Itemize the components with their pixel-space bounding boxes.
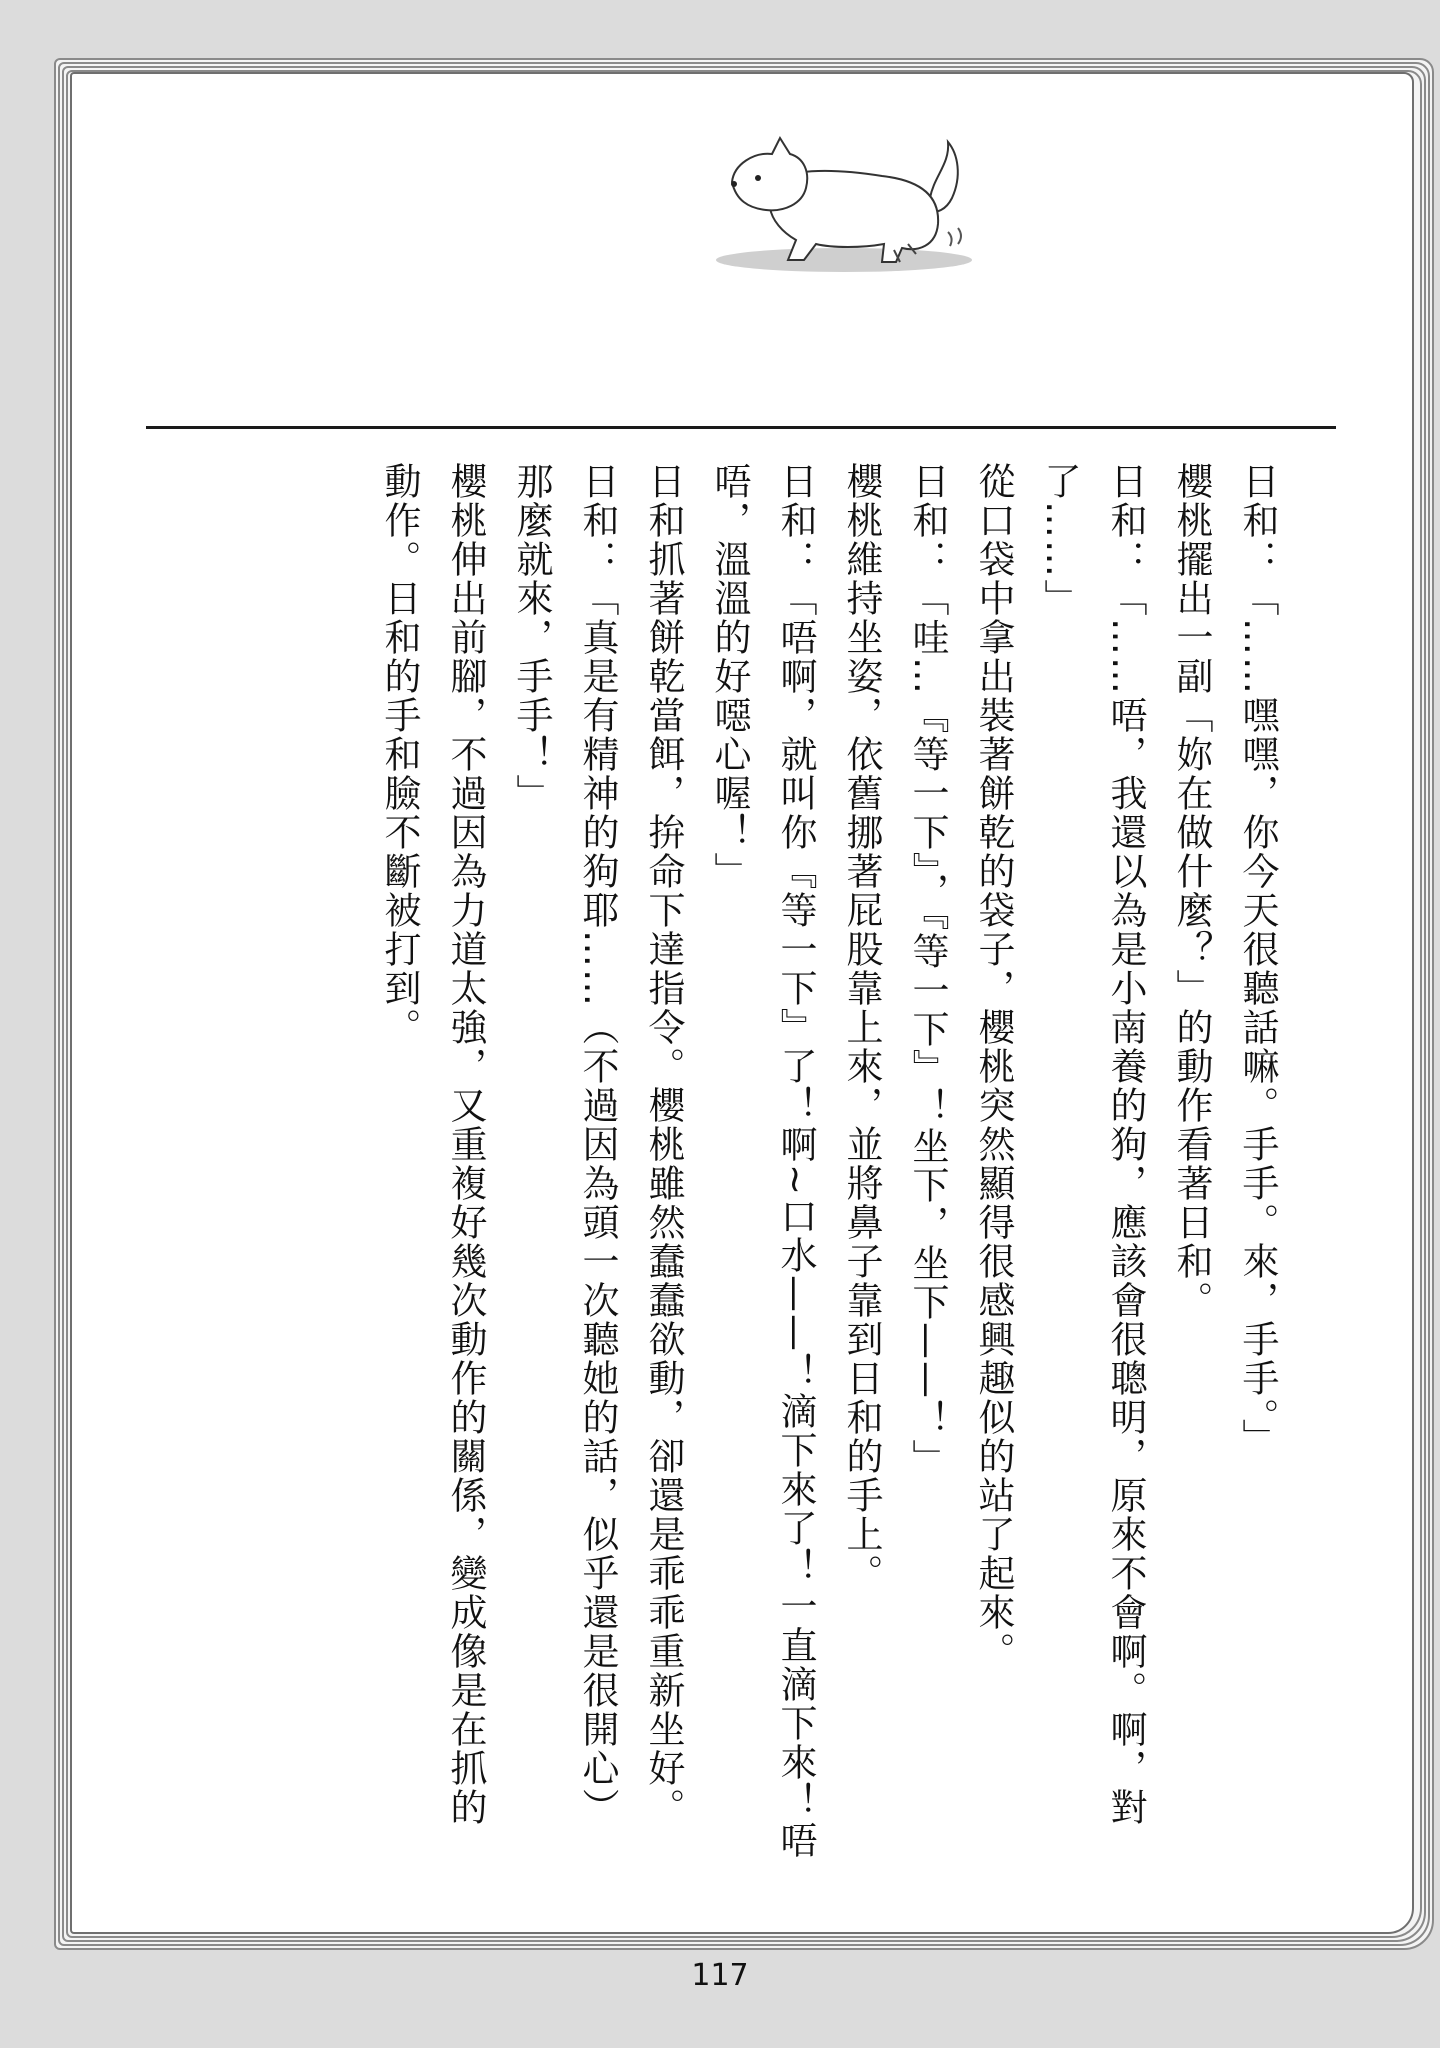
paragraph-text: 「……唔，我還以為是小南養的狗，應該會很聰明，原來不會啊。啊，對了……」: [1038, 462, 1147, 1827]
paragraph: [696, 462, 828, 1862]
dog-icon: [712, 124, 992, 280]
speaker-label: 日和：: [906, 462, 949, 579]
paragraph: [1224, 462, 1290, 1862]
paragraph: [1158, 462, 1224, 1862]
divider-line: [146, 426, 1336, 429]
paragraph-text: 「……嘿嘿，你今天很聽話嘛。手手。來，手手。」: [1236, 579, 1279, 1458]
paragraph-text: 「哇…『等一下』，『等一下』！坐下，坐下——！」: [906, 579, 949, 1478]
paragraph-text: 櫻桃維持坐姿，依舊挪著屁股靠上來，並將鼻子靠到日和的手上。: [840, 462, 883, 1593]
paragraph: [1026, 462, 1158, 1862]
paragraph-text: 日和抓著餅乾當餌，拚命下達指令。櫻桃雖然蠢蠢欲動，卻還是乖乖重新坐好。: [642, 462, 685, 1827]
paragraph: [366, 462, 498, 1862]
paragraph: [960, 462, 1026, 1862]
paragraph-text: 「唔啊，就叫你『等一下』了！啊~口水——！滴下來了！一直滴下來！唔唔，溫溫的好噁心喔！」: [708, 462, 817, 1861]
speaker-label: 日和：: [576, 462, 619, 579]
paragraph-text: 櫻桃擺出一副「妳在做什麼？」的動作看著日和。: [1170, 462, 1213, 1320]
speaker-label: 日和：: [774, 462, 817, 579]
body-text: [150, 462, 1290, 1862]
speaker-label: 日和：: [1236, 462, 1279, 579]
paragraph: [828, 462, 894, 1862]
paragraph: [498, 462, 630, 1862]
page-number: 117: [691, 1958, 749, 1993]
paragraph-text: 「真是有精神的狗耶……（不過因為頭一次聽她的話，似乎還是很開心）那麼就來，手手！」: [510, 462, 619, 1827]
speaker-label: 日和：: [1104, 462, 1147, 579]
paragraph-text: 從口袋中拿出裝著餅乾的袋子，櫻桃突然顯得很感興趣似的站了起來。: [972, 462, 1015, 1671]
paragraph: [630, 462, 696, 1862]
paragraph-text: 櫻桃伸出前腳，不過因為力道太強，又重複好幾次動作的關係，變成像是在抓的動作。日和的手和臉不斷被打到。: [378, 462, 487, 1827]
paragraph: [894, 462, 960, 1862]
